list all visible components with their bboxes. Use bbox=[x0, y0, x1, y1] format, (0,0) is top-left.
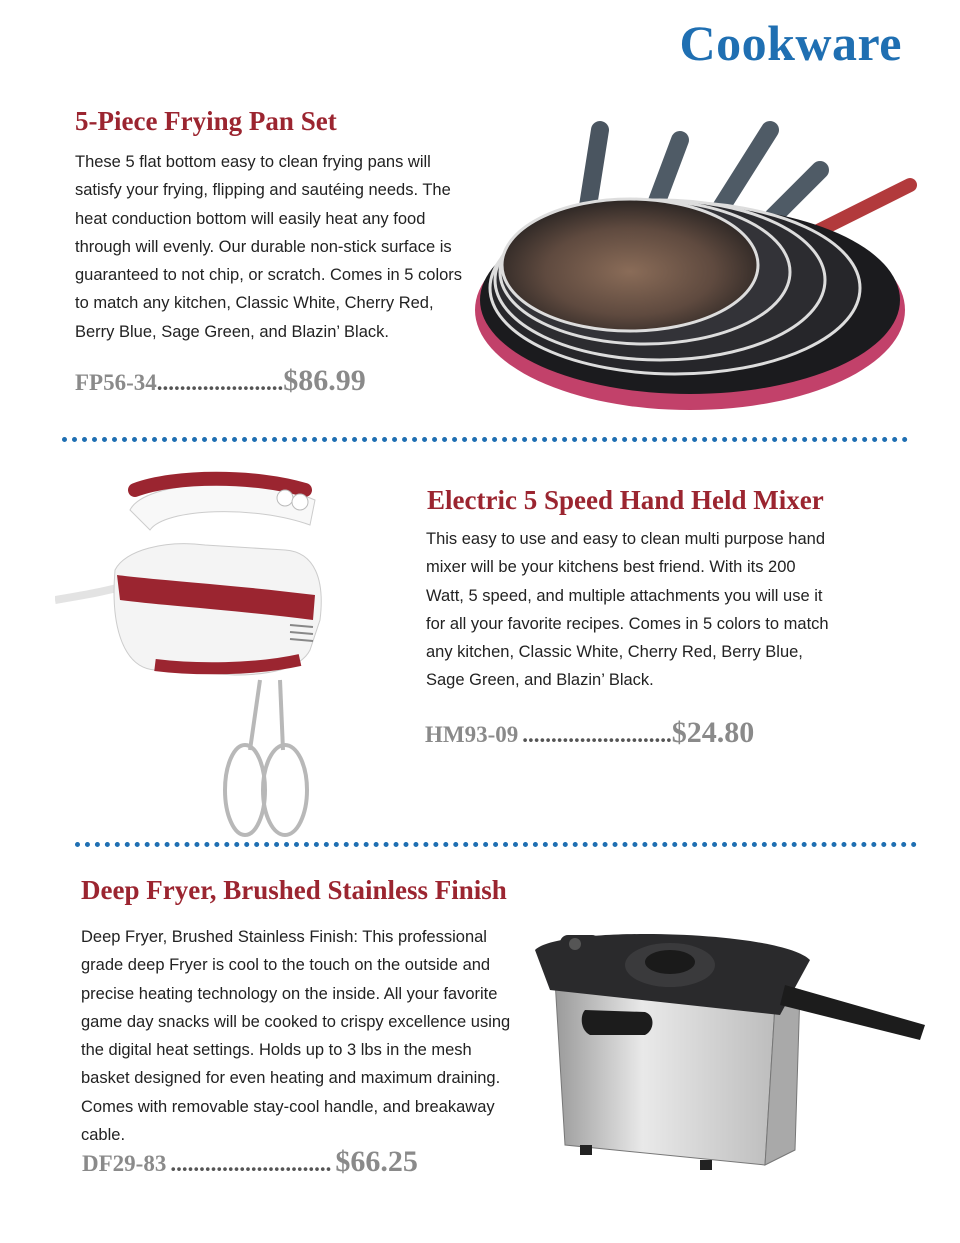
price-hand-mixer: $24.80 bbox=[671, 716, 755, 749]
leader-dots: ...................... bbox=[156, 370, 284, 395]
leader-dots: ............................ bbox=[170, 1151, 332, 1176]
product-description-frying-pan-set: These 5 flat bottom easy to clean frying pans will satisfy your frying, flipping and sautéing needs. The heat conduction bottom will easily heat any food through will evenly. Our durable non-stick surface is guaranteed to not chip, or scratch. Comes in 5 colors to match any kitchen, Classic White, Cherry Red, Berry Blue, Sage Green, and Blazin’ Black. bbox=[75, 153, 463, 341]
sku-hand-mixer: HM93-09 bbox=[425, 722, 519, 747]
sku-deep-fryer: DF29-83 bbox=[82, 1151, 167, 1176]
price-line-hand-mixer bbox=[425, 716, 754, 750]
section-divider bbox=[75, 842, 917, 847]
sku-frying-pan-set: FP56-34 bbox=[75, 370, 157, 395]
section-divider bbox=[62, 437, 908, 442]
product-description-deep-fryer: Deep Fryer, Brushed Stainless Finish: This professional grade deep Fryer is cool to the touch on the outside and precise heating technology on the inside. All your favorite game day snacks will be cooked to crispy excellence using the digital heat settings. Holds up to 3 lbs in the mesh basket designed for even heating and maximum draining. Comes with removable stay-cool handle, and breakaway cable. bbox=[81, 928, 511, 1145]
product-description-hand-mixer: This easy to use and easy to clean multi purpose hand mixer will be your kitchens best friend. With its 200 Watt, 5 speed, and multiple attachments you will use it for all your favorite recipes. Comes in 5 colors to match any kitchen, Classic White, Cherry Red, Berry Blue, Sage Green, and Blazin’ Black. bbox=[426, 530, 829, 690]
price-line-deep-fryer bbox=[82, 1145, 418, 1179]
product-title-frying-pan-set: 5-Piece Frying Pan Set bbox=[75, 106, 337, 136]
product-title-hand-mixer: Electric 5 Speed Hand Held Mixer bbox=[427, 485, 824, 515]
price-deep-fryer: $66.25 bbox=[335, 1145, 418, 1178]
hand-mixer-photo bbox=[55, 470, 385, 840]
leader-dots: .......................... bbox=[522, 722, 672, 747]
frying-pan-set-photo bbox=[470, 110, 930, 420]
product-title-deep-fryer: Deep Fryer, Brushed Stainless Finish bbox=[81, 875, 507, 905]
page-title: Cookware bbox=[679, 15, 902, 71]
price-frying-pan-set: $86.99 bbox=[283, 364, 366, 397]
price-line-frying-pan-set bbox=[75, 364, 366, 398]
deep-fryer-photo bbox=[530, 920, 940, 1180]
